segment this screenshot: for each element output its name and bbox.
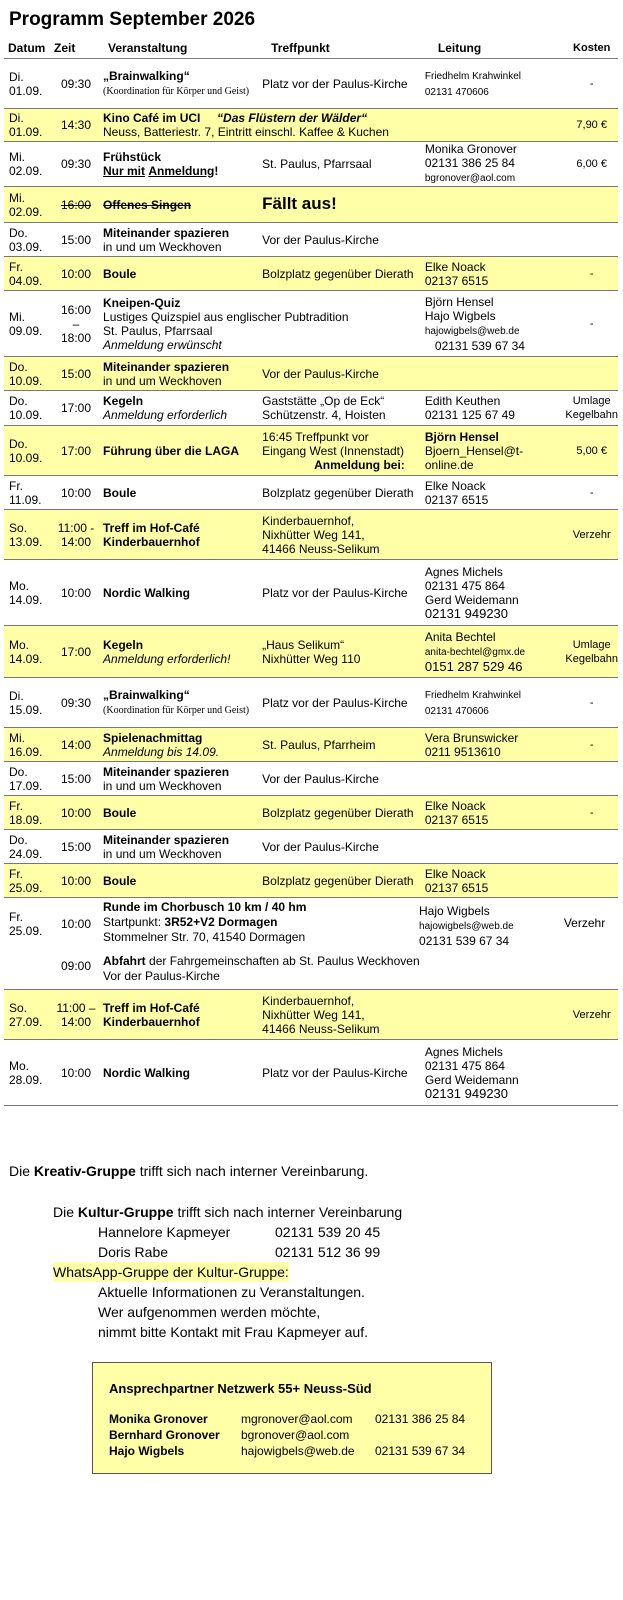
event-title: Kino Café im UCI xyxy=(103,111,201,125)
row-place: Bolzplatz gegenüber Dierath xyxy=(257,476,420,510)
table-row xyxy=(4,223,618,257)
lead-name: Elke Noack xyxy=(424,798,486,813)
program-table xyxy=(4,38,618,1106)
row-day: Mi. xyxy=(9,190,25,205)
lead-name: Björn Hensel xyxy=(424,294,494,309)
event-title: Kegeln xyxy=(103,394,144,408)
event-address: Stommelner Str. 70, 41540 Dormagen xyxy=(103,930,306,944)
row-day: Di. xyxy=(9,111,24,125)
row-date: 03.09. xyxy=(9,239,43,254)
contact-email: hajowigbels@web.de xyxy=(241,1444,355,1458)
event-title: Treff im Hof-Café xyxy=(103,520,200,535)
event-note-a: Nur mit xyxy=(103,164,146,178)
row-time: 17:00 xyxy=(54,426,98,476)
event-location: St. Paulus, Pfarrsaal xyxy=(103,323,213,338)
table-row xyxy=(4,796,618,830)
lead-name-2: Gerd Weidemann xyxy=(424,592,519,607)
header-time: Zeit xyxy=(54,38,98,59)
event-title-2: Kinderbauernhof xyxy=(103,1014,200,1029)
lead-phone: 02131 539 67 34 xyxy=(419,934,510,948)
row-day: Di. xyxy=(9,688,24,703)
row-date: 25.09. xyxy=(9,880,43,895)
header-date: Datum xyxy=(4,38,54,59)
row-day: Fr. xyxy=(9,798,23,813)
event-registration: Anmeldung erwünscht xyxy=(103,337,222,352)
event-title-2: Kinderbauernhof xyxy=(103,534,200,549)
lead-email: bgronover@aol.com xyxy=(424,173,516,184)
row-time: 09:30 xyxy=(54,142,98,187)
event-note: Neuss, Batteriestr. 7, Eintritt einschl. Kaffee & Kuchen xyxy=(103,125,389,139)
event-title: „Brainwalking“ xyxy=(103,68,190,83)
row-place: Platz vor der Paulus-Kirche xyxy=(257,59,420,109)
row-date: 25.09. xyxy=(9,924,43,938)
event-note-c: ! xyxy=(214,164,219,178)
whatsapp-line: nimmt bitte Kontakt mit Frau Kapmeyer auf. xyxy=(98,1324,368,1340)
table-row xyxy=(4,990,618,1040)
row-date: 17.09. xyxy=(9,778,43,793)
row-place: „Haus Selikum“ xyxy=(262,637,345,652)
row-time: 10:00 xyxy=(54,864,98,898)
row-time: 15:00 xyxy=(54,762,98,796)
contact-row xyxy=(109,1427,465,1443)
table-row xyxy=(4,1040,618,1106)
row-day: Do. xyxy=(9,764,28,779)
event-note: Lustiges Quizspiel aus englischer Pubtradition xyxy=(103,309,349,324)
row-day: Do. xyxy=(9,394,28,408)
event-title: Spielenachmittag xyxy=(103,730,203,745)
row-day: Mi. xyxy=(9,150,25,164)
row-place: Platz vor der Paulus-Kirche xyxy=(257,560,420,626)
row-cost: - xyxy=(565,476,618,510)
event-title: Treff im Hof-Café xyxy=(103,1000,200,1015)
lead-name: Edith Keuthen xyxy=(424,394,501,408)
table-row xyxy=(4,762,618,796)
event-title: Boule xyxy=(103,805,137,820)
row-time: 17:00 xyxy=(54,626,98,678)
departure-label: Abfahrt xyxy=(103,954,146,968)
row-place: Vor der Paulus-Kirche xyxy=(257,357,420,391)
event-note: (Koordination für Körper und Geist) xyxy=(103,704,250,716)
event-title: Boule xyxy=(103,873,137,888)
row-date: 02.09. xyxy=(9,164,43,178)
row-day: So. xyxy=(9,1000,28,1015)
cancelled-notice: Fällt aus! xyxy=(262,194,337,213)
lead-phone: 02131 475 864 xyxy=(424,578,505,593)
row-day: Mo. xyxy=(9,1058,30,1073)
row-place: Bolzplatz gegenüber Dierath xyxy=(257,796,420,830)
event-start-code: 3R52+V2 Dormagen xyxy=(164,915,278,929)
row-date: 16.09. xyxy=(9,744,43,759)
lead-phone: 02137 6515 xyxy=(424,880,489,895)
contact-phone: 02131 386 25 84 xyxy=(375,1412,466,1426)
row-date: 14.09. xyxy=(9,592,43,607)
header-lead: Leitung xyxy=(420,38,566,59)
row-time: 09:30 xyxy=(54,678,98,728)
row-day: Do. xyxy=(9,359,28,374)
contact-list xyxy=(109,1411,465,1459)
lead-name-2: Gerd Weidemann xyxy=(424,1072,519,1087)
event-note-b: Anmeldung xyxy=(148,164,215,178)
row-date: 02.09. xyxy=(9,204,43,219)
lead-name: Elke Noack xyxy=(424,866,486,881)
event-title: Boule xyxy=(103,485,137,500)
row-cost: - xyxy=(565,728,618,762)
lead-email: hajowigbels@web.de xyxy=(419,921,514,932)
row-place: St. Paulus, Pfarrsaal xyxy=(257,142,420,187)
row-day: Fr. xyxy=(9,259,23,274)
row-time-sep: – xyxy=(72,316,80,331)
table-header xyxy=(4,38,618,59)
row-cost: - xyxy=(565,257,618,291)
row-day: Di. xyxy=(9,69,24,84)
row-place-3: 41466 Neuss-Selikum xyxy=(262,1021,380,1036)
row-date: 28.09. xyxy=(9,1072,43,1087)
contact-email: bgronover@aol.com xyxy=(241,1428,350,1442)
contact-phone: 02131 539 20 45 xyxy=(275,1224,381,1240)
row-place: Gaststätte „Op de Eck“ xyxy=(262,394,385,408)
kultur-contact xyxy=(53,1222,402,1242)
table-row xyxy=(4,864,618,898)
row-cost: Verzehr xyxy=(565,510,618,560)
event-title: Boule xyxy=(103,266,137,281)
header-place: Treffpunkt xyxy=(257,38,420,59)
lead-phone: 02131 470606 xyxy=(424,86,489,98)
event-note: in und um Weckhoven xyxy=(103,846,222,861)
row-day: Mo. xyxy=(9,637,30,652)
row-time: 14:00 xyxy=(54,728,98,762)
table-row xyxy=(4,257,618,291)
event-title: Miteinander spazieren xyxy=(103,832,230,847)
row-time: 10:00 xyxy=(61,917,92,931)
row-time: 10:00 xyxy=(54,476,98,510)
row-place: Bolzplatz gegenüber Dierath xyxy=(257,864,420,898)
table-row xyxy=(4,830,618,864)
contact-name: Monika Gronover xyxy=(109,1412,208,1426)
event-note: Anmeldung erforderlich xyxy=(103,408,228,422)
row-time: 16:00 xyxy=(61,302,92,317)
lead-phone: 02137 6515 xyxy=(424,273,489,288)
row-place-2: Nixhütter Weg 141, xyxy=(262,1007,365,1022)
row-cost: - xyxy=(565,291,618,357)
contact-name: Hajo Wigbels xyxy=(109,1444,185,1458)
event-title: Frühstück xyxy=(103,150,162,164)
row-date: 11.09. xyxy=(9,492,42,507)
table-row xyxy=(4,187,618,223)
lead-name: Monika Gronover xyxy=(424,142,517,156)
lead-phone: 02131 470606 xyxy=(424,705,489,717)
row-place-3: 41466 Neuss-Selikum xyxy=(262,541,380,556)
lead-phone: 02131 386 25 84 xyxy=(424,156,515,170)
event-note: Anmeldung erforderlich! xyxy=(103,651,231,666)
whatsapp-line: Aktuelle Informationen zu Veranstaltungen. xyxy=(98,1284,365,1300)
row-day: Do. xyxy=(9,436,28,451)
lead-email: anita-bechtel@gmx.de xyxy=(424,646,526,658)
contact-email: mgronover@aol.com xyxy=(241,1412,353,1426)
row-date: 10.09. xyxy=(9,450,43,465)
event-title: Kegeln xyxy=(103,637,144,652)
table-row xyxy=(4,898,618,990)
contact-row xyxy=(109,1411,465,1427)
row-time-departure: 09:00 xyxy=(61,959,92,973)
event-title: „Brainwalking“ xyxy=(103,687,190,702)
lead-phone: 02137 6515 xyxy=(424,492,489,507)
lead-name: Friedhelm Krahwinkel xyxy=(424,689,522,701)
row-place: Vor der Paulus-Kirche xyxy=(257,762,420,796)
event-title: Offenes Singen xyxy=(103,197,192,212)
lead-email: hajowigbels@web.de xyxy=(424,325,520,337)
kultur-contact xyxy=(53,1242,402,1262)
event-title: Nordic Walking xyxy=(103,585,190,600)
row-cost: Verzehr xyxy=(563,916,606,930)
row-place: St. Paulus, Pfarrheim xyxy=(257,728,420,762)
row-place: Kinderbauernhof, xyxy=(262,513,355,528)
contact-phone: 02131 512 36 99 xyxy=(275,1244,381,1260)
row-day: Fr. xyxy=(9,866,23,881)
lead-name: Björn Hensel xyxy=(424,429,499,444)
row-date: 01.09. xyxy=(9,83,43,98)
contact-name: Hannelore Kapmeyer xyxy=(98,1224,231,1240)
row-date: 04.09. xyxy=(9,273,43,288)
row-time: 11:00 – xyxy=(56,1000,96,1015)
lead-phone: 02137 6515 xyxy=(424,812,489,827)
row-time: 15:00 xyxy=(54,223,98,257)
contact-name: Doris Rabe xyxy=(98,1244,169,1260)
row-place: Kinderbauernhof, xyxy=(262,993,355,1008)
row-day: Fr. xyxy=(9,910,23,924)
whatsapp-line: Wer aufgenommen werden möchte, xyxy=(98,1304,321,1320)
table-row xyxy=(4,59,618,109)
row-place: Platz vor der Paulus-Kirche xyxy=(257,678,420,728)
row-time: 15:00 xyxy=(54,357,98,391)
kreativ-name: Kreativ-Gruppe xyxy=(33,1163,136,1179)
row-place: Bolzplatz gegenüber Dierath xyxy=(257,257,420,291)
table-row xyxy=(4,510,618,560)
row-place-2: Nixhütter Weg 110 xyxy=(262,651,361,666)
row-day: So. xyxy=(9,520,28,535)
table-row xyxy=(4,678,618,728)
row-cost: - xyxy=(565,678,618,728)
table-row xyxy=(4,426,618,476)
row-cost: - xyxy=(565,59,618,109)
row-date: 27.09. xyxy=(9,1014,43,1029)
row-time: 17:00 xyxy=(54,391,98,426)
row-day: Mi. xyxy=(9,730,25,745)
header-event: Veranstaltung xyxy=(98,38,257,59)
contact-row xyxy=(109,1443,465,1459)
event-note: Anmeldung bis 14.09. xyxy=(103,744,220,759)
table-row xyxy=(4,109,618,142)
row-date: 13.09. xyxy=(9,534,43,549)
row-day: Do. xyxy=(9,225,28,240)
row-cost: 6,00 € xyxy=(565,142,618,187)
kreativ-post: trifft sich nach interner Vereinbarung. xyxy=(135,1163,369,1179)
row-time: 10:00 xyxy=(54,257,98,291)
kreativ-pre: Die xyxy=(9,1163,34,1179)
row-place: 16:45 Treffpunkt vor xyxy=(262,429,369,444)
table-row xyxy=(4,291,618,357)
page-title: Programm September 2026 xyxy=(9,9,256,30)
row-time: 09:30 xyxy=(54,59,98,109)
kultur-group-section xyxy=(53,1202,402,1342)
row-cost: - xyxy=(565,796,618,830)
event-note: in und um Weckhoven xyxy=(103,239,222,254)
row-time: 11:00 - xyxy=(57,520,95,535)
lead-name: Friedhelm Krahwinkel xyxy=(424,70,522,82)
table-row xyxy=(4,391,618,426)
lead-name: Agnes Michels xyxy=(424,564,503,579)
lead-name: Agnes Michels xyxy=(424,1044,503,1059)
lead-phone: 02131 125 67 49 xyxy=(424,408,515,422)
row-place: Platz vor der Paulus-Kirche xyxy=(257,1040,420,1106)
table-row xyxy=(4,476,618,510)
row-cost: 7,90 € xyxy=(565,109,618,142)
lead-name: Anita Bechtel xyxy=(424,629,496,644)
event-title: Kneipen-Quiz xyxy=(103,295,181,310)
kultur-pre: Die xyxy=(53,1204,78,1220)
kultur-group-note xyxy=(53,1202,402,1222)
header-cost: Kosten xyxy=(565,38,618,59)
row-time: 14:30 xyxy=(54,109,98,142)
event-title: Miteinander spazieren xyxy=(103,359,230,374)
event-start-label: Startpunkt: xyxy=(103,915,162,929)
row-date: 10.09. xyxy=(9,373,43,388)
row-cost: Umlage Kegelbahn xyxy=(565,626,618,678)
table-row xyxy=(4,626,618,678)
lead-phone-2: 02131 949230 xyxy=(424,1085,509,1101)
row-date: 01.09. xyxy=(9,125,43,139)
lead-phone: 0151 287 529 46 xyxy=(424,658,523,674)
row-time: 10:00 xyxy=(54,560,98,626)
row-time: 16:00 xyxy=(54,187,98,223)
row-date: 10.09. xyxy=(9,408,43,422)
departure-text: der Fahrgemeinschaften ab St. Paulus Weckhoven xyxy=(149,954,420,968)
row-place: Vor der Paulus-Kirche xyxy=(257,830,420,864)
row-day: Mi. xyxy=(9,309,25,324)
lead-name: Elke Noack xyxy=(424,259,486,274)
contact-box-title: Ansprechpartner Netzwerk 55+ Neuss-Süd xyxy=(109,1381,372,1396)
lead-name-2: Hajo Wigbels xyxy=(424,308,496,323)
lead-name: Elke Noack xyxy=(424,478,486,493)
row-cost: Verzehr xyxy=(565,990,618,1040)
whatsapp-heading: WhatsApp-Gruppe der Kultur-Gruppe: xyxy=(53,1264,289,1280)
lead-phone-2: 02131 949230 xyxy=(424,605,509,621)
event-subtitle: “Das Flüstern der Wälder“ xyxy=(217,111,368,125)
lead-name: Vera Brunswicker xyxy=(424,730,519,745)
row-time: 10:00 xyxy=(54,796,98,830)
row-time-end: 14:00 xyxy=(61,534,92,549)
event-title: Runde im Chorbusch 10 km / 40 hm xyxy=(103,900,307,914)
kultur-name: Kultur-Gruppe xyxy=(77,1204,174,1220)
event-note: (Koordination für Körper und Geist) xyxy=(103,85,250,97)
table-row xyxy=(4,357,618,391)
row-place-2: Eingang West (Innenstadt) xyxy=(262,443,405,458)
row-day: Mo. xyxy=(9,578,30,593)
table-row xyxy=(4,142,618,187)
event-note: in und um Weckhoven xyxy=(103,373,222,388)
table-row xyxy=(4,728,618,762)
row-place: Vor der Paulus-Kirche xyxy=(257,223,420,257)
lead-email: Bjoern_Hensel@t-online.de xyxy=(424,443,524,472)
row-place-2: Nixhütter Weg 141, xyxy=(262,527,365,542)
row-date: 14.09. xyxy=(9,651,43,666)
row-date: 09.09. xyxy=(9,323,43,338)
contact-box xyxy=(92,1362,492,1474)
contact-phone: 02131 539 67 34 xyxy=(375,1444,466,1458)
row-date: 18.09. xyxy=(9,812,43,827)
event-title: Miteinander spazieren xyxy=(103,225,230,240)
kreativ-group-note xyxy=(9,1163,368,1179)
contact-name: Bernhard Gronover xyxy=(109,1428,220,1442)
row-day: Fr. xyxy=(9,478,23,493)
row-date: 15.09. xyxy=(9,702,43,717)
lead-phone: 0211 9513610 xyxy=(424,744,501,759)
departure-place: Vor der Paulus-Kirche xyxy=(103,969,220,983)
row-time-end: 18:00 xyxy=(61,330,92,345)
row-time: 10:00 xyxy=(54,1040,98,1106)
kultur-post: trifft sich nach interner Vereinbarung xyxy=(173,1204,403,1220)
event-note: in und um Weckhoven xyxy=(103,778,222,793)
row-place-2: Schützenstr. 4, Hoisten xyxy=(262,408,386,422)
table-row xyxy=(4,560,618,626)
event-title: Führung über die LAGA xyxy=(103,443,240,458)
event-title: Miteinander spazieren xyxy=(103,764,230,779)
row-cost: 5,00 € xyxy=(565,426,618,476)
lead-phone: 02131 475 864 xyxy=(424,1058,505,1073)
row-day: Do. xyxy=(9,832,28,847)
row-time-end: 14:00 xyxy=(61,1014,92,1029)
lead-name: Hajo Wigbels xyxy=(419,904,490,918)
registration-label: Anmeldung bei: xyxy=(314,457,405,472)
event-title: Nordic Walking xyxy=(103,1065,190,1080)
row-cost: Umlage Kegelbahn xyxy=(565,391,618,426)
row-date: 24.09. xyxy=(9,846,43,861)
lead-phone: 02131 539 67 34 xyxy=(434,338,525,353)
row-time: 15:00 xyxy=(54,830,98,864)
